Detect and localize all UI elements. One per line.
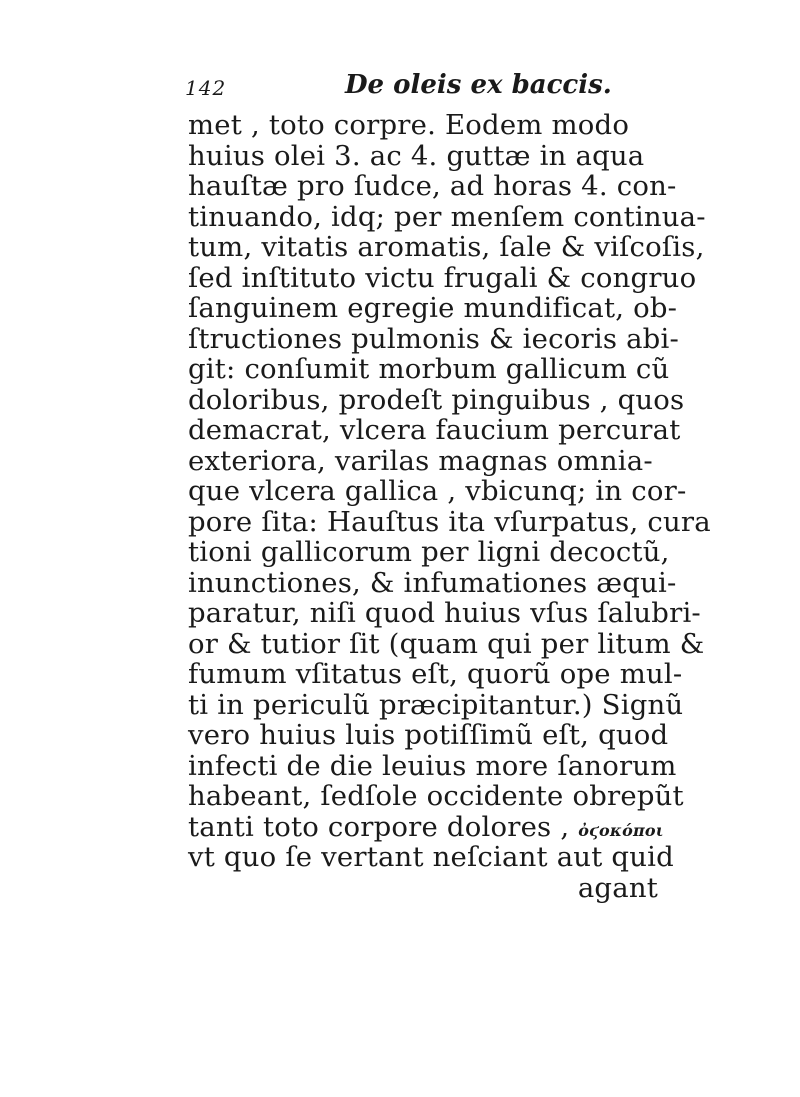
text-line: met , toto corpre. Eodem modo (188, 109, 630, 141)
text-line: fumum vſitatus eſt, quorũ ope mul- (188, 658, 683, 690)
text-line: ſanguinem egregie mundificat, ob- (188, 292, 678, 324)
page-header (185, 70, 612, 106)
text-line: exteriora, varilas magnas omnia- (188, 444, 653, 477)
catchword: agant (577, 871, 658, 904)
text-line-with-greek (188, 810, 664, 843)
text-line: huius olei 3. ac 4. guttæ in aqua (188, 139, 645, 172)
text-line: doloribus, prodeſt pinguibus , quos (188, 383, 685, 416)
text-line: que vlcera gallica , vbicunq; in cor- (188, 475, 687, 507)
text-line: tum, vitatis aromatis, ſale & viſcoſis, (188, 231, 705, 263)
text-line: hauſtæ pro ſudce, ad horas 4. con- (188, 170, 677, 202)
text-line: ti in periculũ præcipitantur.) Signũ (188, 688, 684, 721)
body-text (188, 109, 711, 904)
text-line: ſtructiones pulmonis & iecoris abi- (188, 322, 679, 355)
text-line: pore ſita: Hauſtus ita vſurpatus, cura (188, 505, 711, 538)
text-line-fragment: tanti toto corpore dolores , (188, 810, 570, 843)
running-head: De oleis ex baccis. (345, 70, 612, 100)
text-line: tioni gallicorum per ligni decoctũ, (188, 536, 670, 568)
text-line: vero huius luis potiſſimũ eſt, quod (188, 719, 669, 751)
text-line: infecti de die leuius more ſanorum (188, 749, 677, 782)
text-line: paratur, niſi quod huius vſus ſalubri- (188, 597, 701, 629)
text-line: vt quo ſe vertant neſciant aut quid (188, 841, 674, 873)
text-line: demacrat, vlcera faucium percurat (188, 414, 681, 446)
greek-word: ὀϛοκόποι (578, 820, 664, 840)
page-number: 142 (185, 76, 227, 100)
text-line: or & tutior ſit (quam qui per litum & (188, 627, 705, 660)
text-line: ſed inſtituto victu frugali & congruo (188, 261, 697, 294)
text-line: tinuando, idq; per menſem continua- (188, 200, 706, 233)
text-line: git: conſumit morbum gallicum cũ (188, 353, 670, 385)
text-line: inunctiones, & infumationes æqui- (188, 566, 677, 599)
text-line: habeant, ſedſole occidente obrepũt (188, 780, 684, 812)
